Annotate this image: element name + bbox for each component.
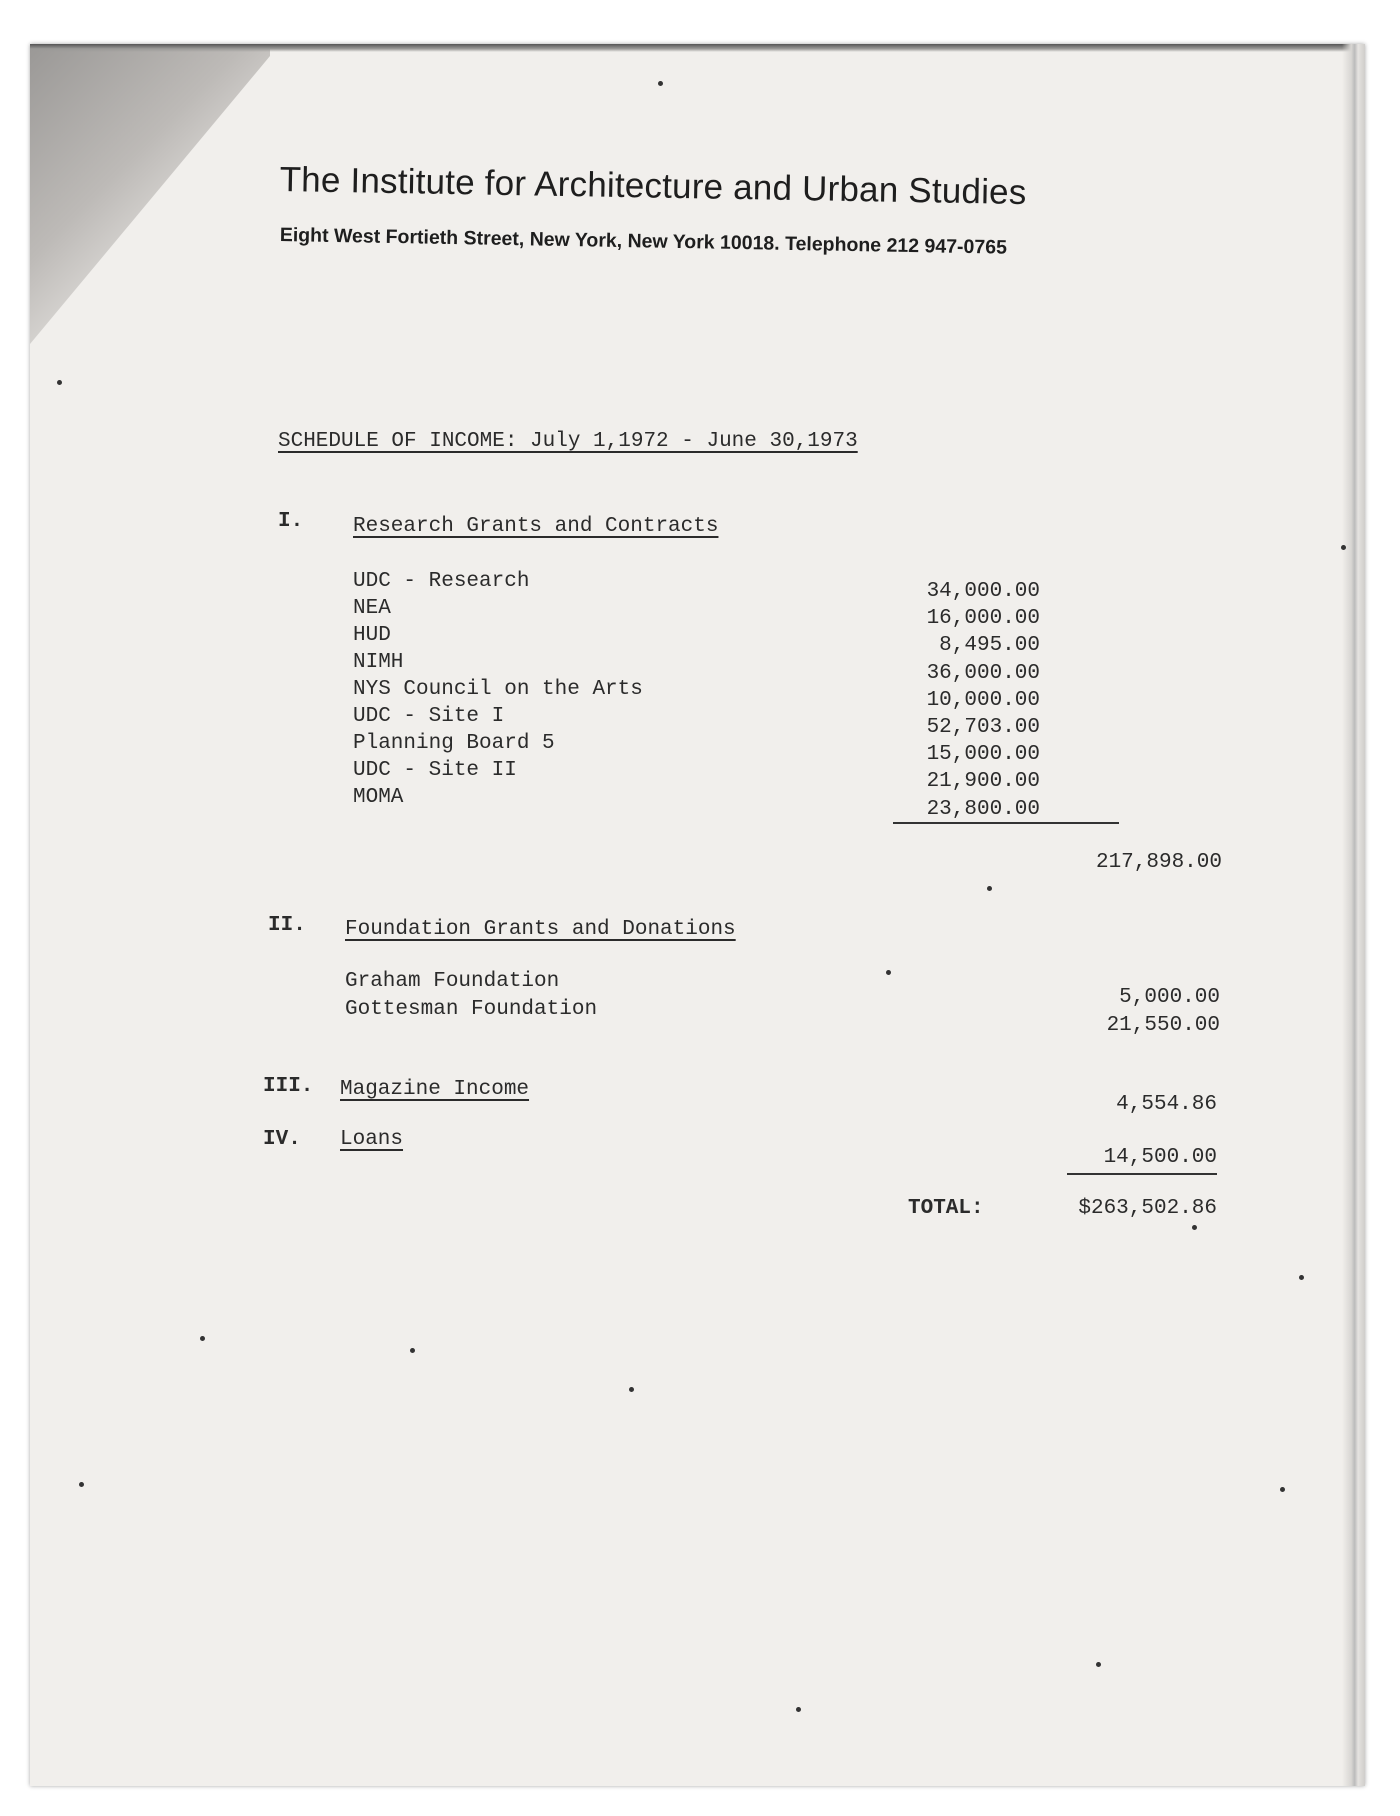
list-item: UDC - Site II	[353, 759, 517, 782]
item-amount: 16,000.00	[926, 607, 1040, 631]
item-amount: 8,495.00	[939, 634, 1040, 658]
section-1-subtotal: 217,898.00	[1095, 851, 1222, 874]
list-item: NEA	[353, 597, 391, 620]
item-amount: 21,900.00	[926, 770, 1040, 794]
photocopy-speck	[1096, 1662, 1101, 1667]
photocopy-speck	[1341, 545, 1346, 550]
photocopy-speck	[658, 81, 663, 86]
section-4-amount: 14,500.00	[1103, 1146, 1217, 1169]
item-amount: 52,703.00	[926, 716, 1040, 740]
photocopy-speck	[79, 1482, 84, 1487]
letterhead-address: Eight West Fortieth Street, New York, New York 10018. Telephone 212 947-0765	[279, 224, 1008, 259]
total-label: TOTAL:	[908, 1197, 984, 1220]
item-amount: 10,000.00	[926, 688, 1040, 712]
section-1-heading: Research Grants and Contracts	[353, 515, 719, 538]
photocopy-speck	[1192, 1225, 1197, 1230]
section-1-amounts	[880, 578, 1040, 823]
page-top-edge	[30, 44, 1365, 52]
photocopy-speck	[796, 1707, 801, 1712]
photocopy-speck	[629, 1387, 634, 1392]
page-stack-edge	[1342, 44, 1365, 1786]
subtotal-rule	[893, 822, 1119, 824]
document-page	[30, 44, 1365, 1786]
section-3-numeral: III.	[263, 1075, 314, 1098]
list-item: Planning Board 5	[353, 732, 555, 755]
photocopy-speck	[1280, 1487, 1285, 1492]
item-amount: 21,550.00	[1106, 1014, 1220, 1037]
list-item: NIMH	[353, 651, 404, 674]
section-2-numeral: II.	[268, 914, 306, 937]
item-amount: 23,800.00	[926, 797, 1040, 821]
item-amount: 5,000.00	[1119, 986, 1220, 1009]
section-3-amount: 4,554.86	[1116, 1093, 1217, 1116]
section-4-heading: Loans	[340, 1128, 404, 1151]
list-item: HUD	[353, 624, 391, 647]
photocopy-speck	[1299, 1275, 1304, 1280]
list-item: Graham Foundation	[345, 970, 560, 993]
list-item: UDC - Research	[353, 570, 530, 593]
schedule-title: SCHEDULE OF INCOME: July 1,1972 - June 30,1973	[278, 430, 858, 453]
item-amount: 36,000.00	[926, 661, 1040, 685]
photocopy-speck	[57, 380, 62, 385]
section-4-numeral: IV.	[263, 1128, 301, 1151]
photocopy-speck	[410, 1348, 415, 1353]
section-1-numeral: I.	[278, 510, 304, 533]
section-1-items	[353, 568, 643, 811]
list-item: UDC - Site I	[353, 705, 505, 728]
item-amount: 34,000.00	[926, 580, 1040, 603]
section-3-heading: Magazine Income	[340, 1078, 530, 1101]
total-amount: $263,502.86	[1078, 1197, 1217, 1220]
photocopy-speck	[987, 886, 992, 891]
item-amount: 15,000.00	[926, 743, 1040, 767]
section-2-heading: Foundation Grants and Donations	[345, 918, 736, 941]
photocopy-speck	[886, 970, 891, 975]
photocopy-speck	[200, 1336, 205, 1341]
list-item: MOMA	[353, 786, 404, 809]
total-rule	[1067, 1173, 1217, 1175]
list-item: NYS Council on the Arts	[353, 678, 643, 701]
list-item: Gottesman Foundation	[345, 998, 598, 1021]
letterhead-organization: The Institute for Architecture and Urban Studies	[279, 160, 1027, 213]
